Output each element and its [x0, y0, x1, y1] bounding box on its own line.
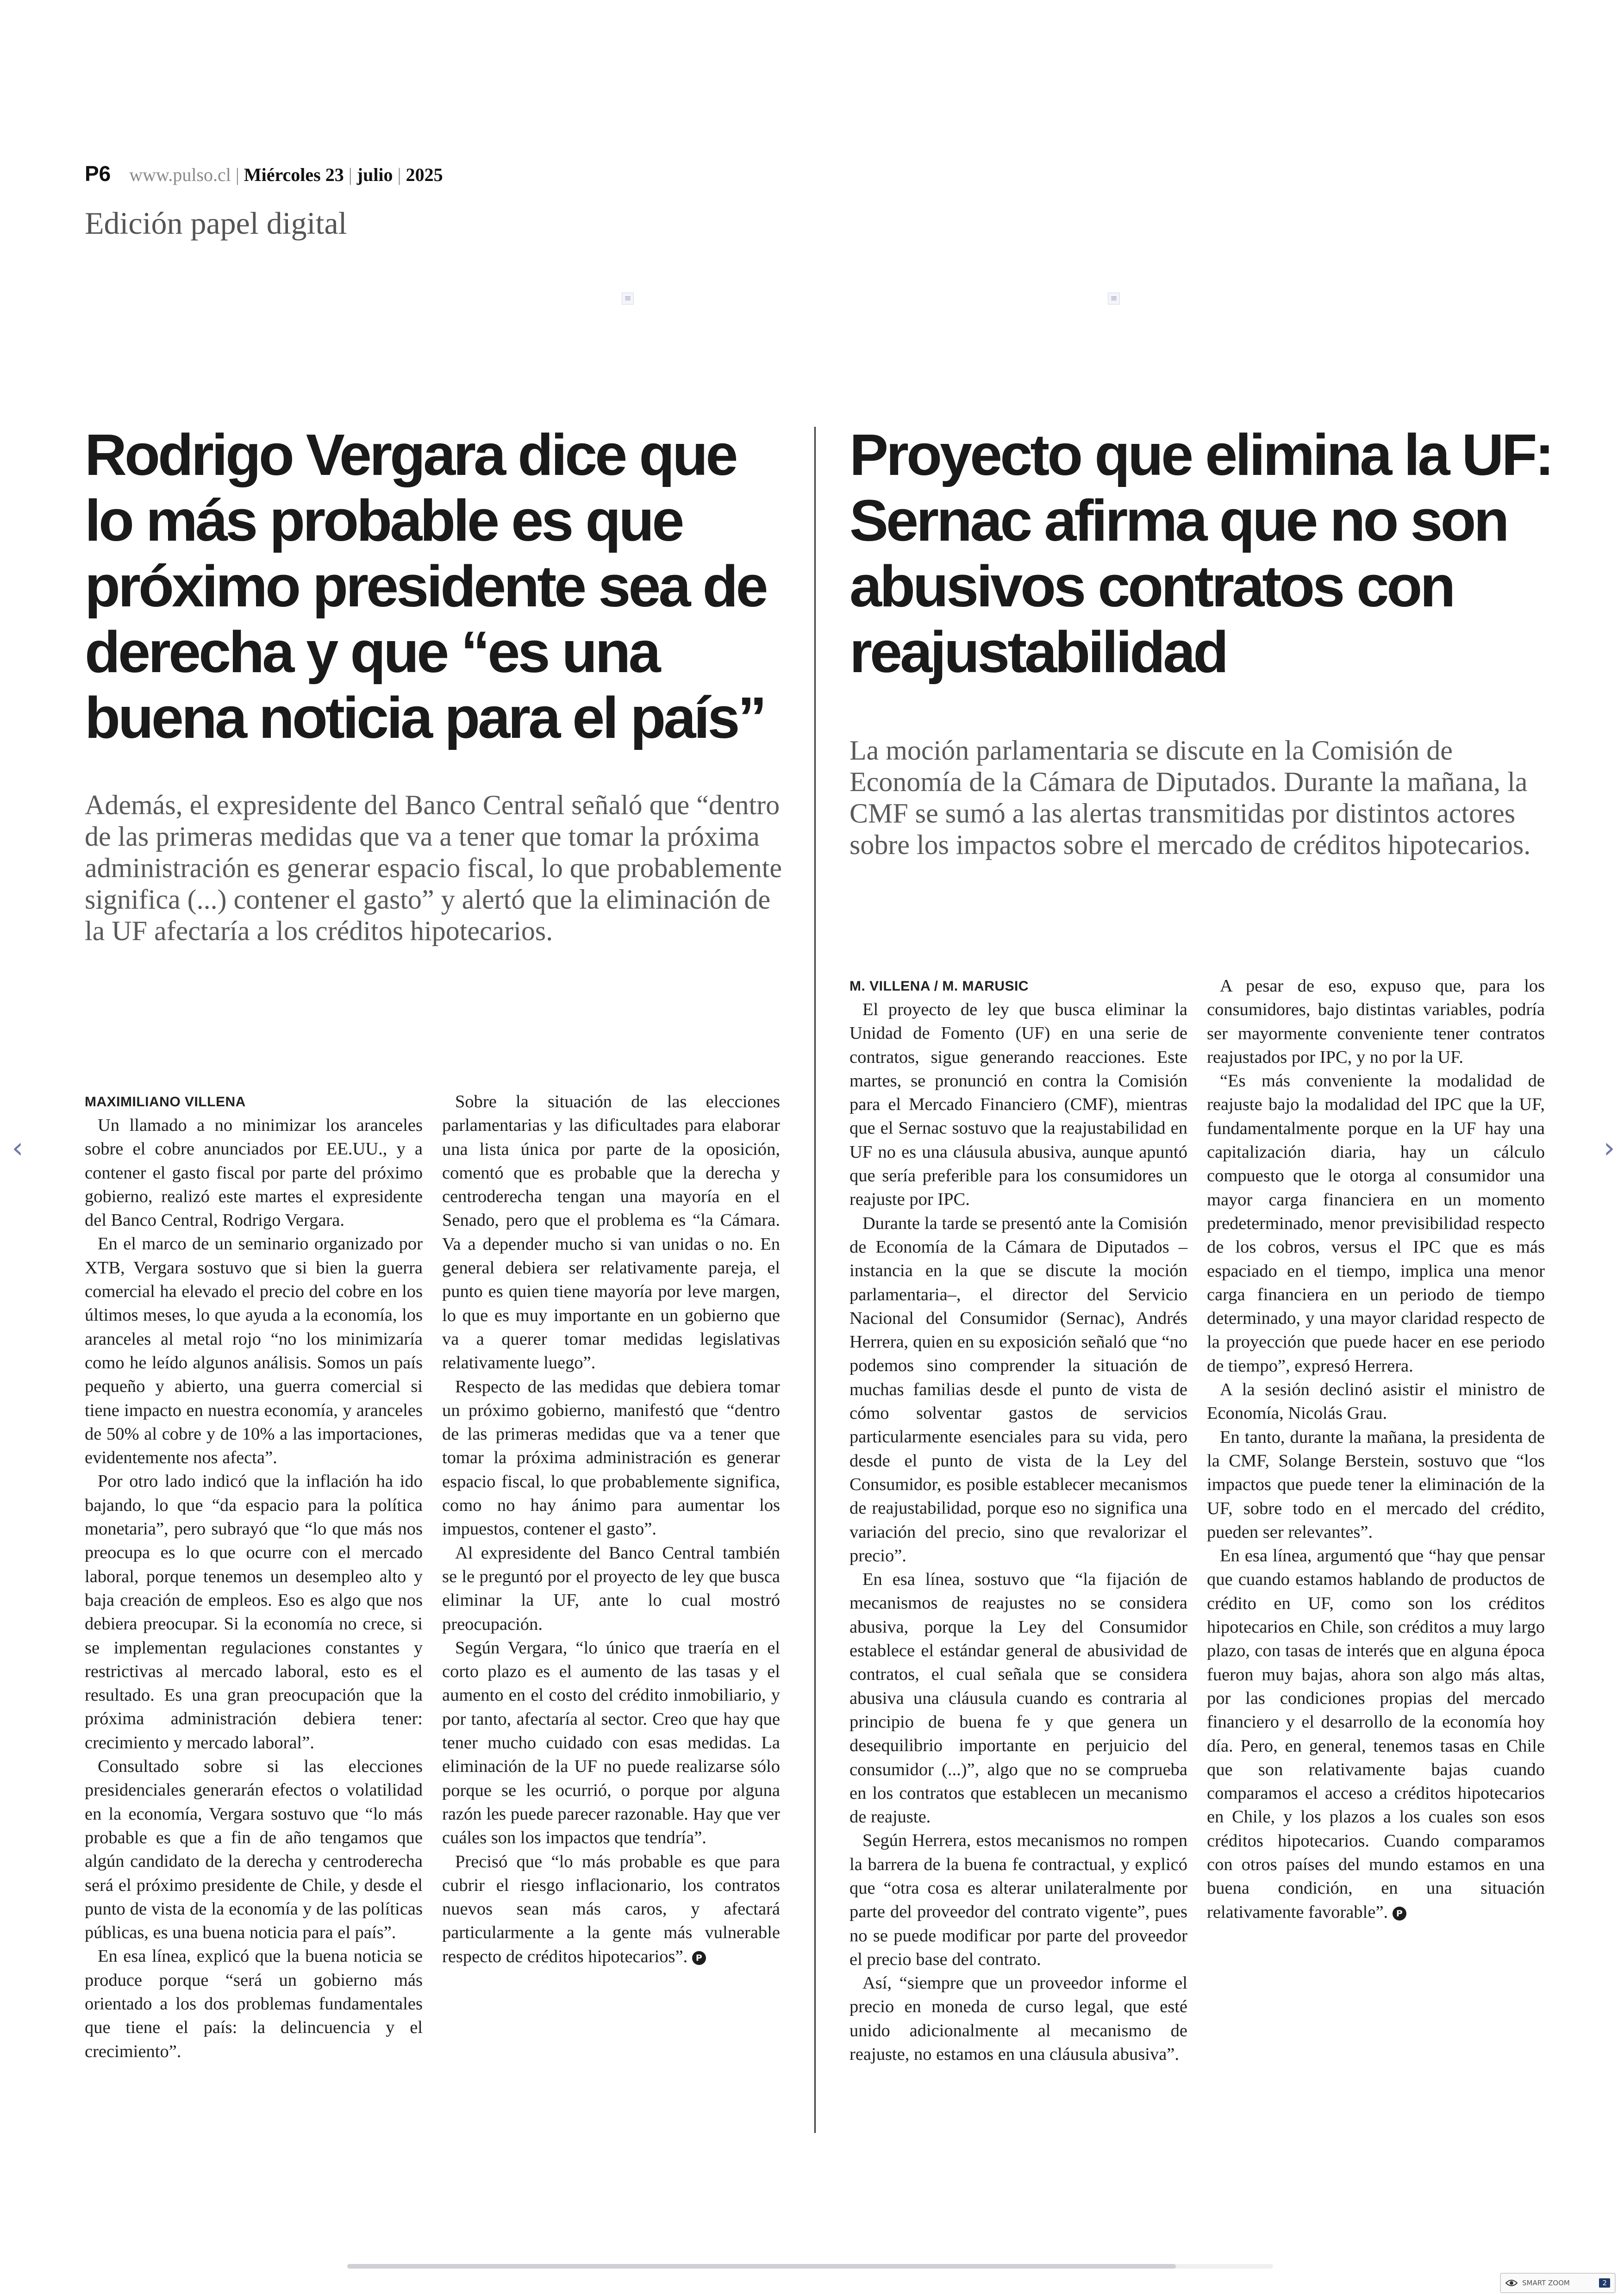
byline-left: MAXIMILIANO VILLENA — [85, 1094, 246, 1110]
headline-left: Rodrigo Vergara dice que lo más probable es que próximo presidente sea de derecha y que “es una buena noticia para el país” — [85, 422, 766, 750]
paragraph: Sobre la situación de las elecciones parlamentarias y las dificultades para elaborar una lista única por parte de la oposición, comentó que es probable que la derecha y centroderecha tengan una mayoría en el Senado, pero que el problema es “la Cámara. Va a depender mucho si van unidas o no. En general debiera ser relativamente pareja, el punto es quien tiene mayoría por leve margen, lo que es muy importante en un gobierno que va a querer tomar medidas legislativas relativamente luego”. — [442, 1092, 780, 1373]
page-header — [85, 161, 443, 186]
article-left-column-2 — [442, 1090, 780, 1969]
smart-zoom-button[interactable] — [1500, 2273, 1616, 2293]
paragraph: En tanto, durante la mañana, la presidenta de la CMF, Solange Berstein, sostuvo que “los impactos que puede tener la eliminación de la UF, sobre todo en el mercado del crédito, pueden ser relevantes”. — [1207, 1427, 1545, 1542]
end-mark-icon: P — [1393, 1907, 1406, 1921]
separator: | — [348, 164, 352, 185]
paragraph: Según Vergara, “lo único que traería en el corto plazo es el aumento de las tasas y el aumento en el costo del crédito inmobiliario, y por tanto, afectaría al sector. Creo que hay que tener mucho cuidado con esas medidas. La eliminación de la UF no puede realizarse sólo porque se les ocurrió, o porque por alguna razón les puede parecer razonable. Hay que ver cuáles son los impactos que tendría”. — [442, 1638, 780, 1848]
paragraph-last — [442, 1850, 780, 1969]
headline-right: Proyecto que elimina la UF: Sernac afirma que no son abusivos contratos con reajustabilidad — [849, 422, 1552, 685]
paragraph-text: En esa línea, argumentó que “hay que pensar que cuando estamos hablando de productos de crédito en UF, como son los créditos hipotecarios en Chile, son créditos a muy largo plazo, con tasas de interés que en alguna época fueron muy bajas, ahora son algo más altas, por las condiciones propias del mercado financiero y el desarrollo de la economía hoy día. Pero, en general, tenemos tasas en Chile que son relativamente bajas cuando comparamos el acceso a créditos hipotecarios en Chile, y los plazos a los cuales son esos créditos hipotecarios. Cuando comparamos con otros países del mundo estamos en una buena condición, en una situación relativamente favorable”. — [1207, 1546, 1545, 1922]
smart-zoom-label: SMART ZOOM — [1522, 2279, 1570, 2287]
chevron-left-icon[interactable]: ‹ — [12, 1131, 24, 1165]
byline-right: M. VILLENA / M. MARUSIC — [849, 979, 1029, 994]
paragraph: En el marco de un seminario organizado por XTB, Vergara sostuvo que si bien la guerra comercial ha elevado el precio del cobre en los últimos meses, lo que ayuda a la economía, los aranceles al metal rojo “no los minimizaría como he leído algunos análisis. Somos un país pequeño y abierto, una guerra comercial si tiene impacto en nuestra economía, y aranceles de 50% al cobre y de 10% a las importaciones, evidentemente nos afecta”. — [85, 1234, 423, 1468]
paragraph: A la sesión declinó asistir el ministro de Economía, Nicolás Grau. — [1207, 1380, 1545, 1423]
separator: | — [397, 164, 401, 185]
scrollbar-thumb[interactable] — [347, 2264, 1176, 2269]
paragraph: El proyecto de ley que busca eliminar la Unidad de Fomento (UF) en una serie de contratos, sigue generando reacciones. Este martes, se pronunció en contra la Comisión para el Mercado Financiero (CMF), mientras que el Sernac sostuvo que la reajustabilidad en UF no es una cláusula abusiva, aunque apuntó que sería preferible para los consumidores un reajuste por IPC. — [849, 1000, 1187, 1210]
article-left-column-1 — [85, 1090, 423, 2064]
paragraph: Respecto de las medidas que debiera tomar un próximo gobierno, manifestó que “dentro de las primeras medidas que va a tener que tomar la próxima administración es generar espacio fiscal, lo que probablemente significa, como no hay ánimo para aumentar los impuestos, contener el gasto”. — [442, 1377, 780, 1539]
paragraph: Por otro lado indicó que la inflación ha ido bajando, lo que “da espacio para la política monetaria”, pero subrayó que “lo que más nos preocupa es lo que ocurre con el mercado laboral, porque tenemos un desempleo alto y baja creación de empleos. Eso es algo que nos debiera preocupar. Si la economía no crece, si se implementan regulaciones constantes y restrictivas al mercado laboral, esto es el resultado. Es una gran preocupación que la próxima administración debiera tener: crecimiento y mercado laboral”. — [85, 1472, 423, 1752]
paragraph: Al expresidente del Banco Central también se le preguntó por el proyecto de ley que busca eliminar la UF, ante lo cual mostró preocupación. — [442, 1543, 780, 1634]
ad-marker-icon[interactable]: ≡ — [1108, 293, 1120, 305]
zoom-count-badge: 2 — [1599, 2278, 1610, 2288]
paragraph: En esa línea, sostuvo que “la fijación de mecanismos de reajustes no se considera abusiva, porque la Ley del Consumidor establece el estándar general de abusividad de contratos, el cual señala que se considera abusiva una cláusula cuando es contraria al principio de buena fe y que genera un desequilibrio importante en perjuicio del consumidor (...)”, algo que no se comprueba en los contratos que establecen un mecanismo de reajuste. — [849, 1570, 1187, 1827]
paragraph: En esa línea, explicó que la buena noticia se produce porque “será un gobierno más orientado a los dos problemas fundamentales que tiene el país: la delincuencia y el crecimiento”. — [85, 1946, 423, 2061]
deck-left: Además, el expresidente del Banco Central señaló que “dentro de las primeras medidas que va a tener que tomar la próxima administración es generar espacio fiscal, lo que probablemente significa (...) contener el gasto” y alertó que la eliminación de la UF afectaría a los créditos hipotecarios. — [85, 790, 782, 946]
paragraph: Consultado sobre si las elecciones presidenciales generarán efectos o volatilidad en la economía, Vergara sostuvo que “lo más probable es que a fin de año tengamos que algún candidato de la derecha y centroderecha será el próximo presidente de Chile, y desde el punto de vista de la economía y de las políticas públicas, es una buena noticia para el país”. — [85, 1757, 423, 1943]
page-number: P6 — [85, 162, 111, 186]
eye-icon — [1505, 2279, 1518, 2287]
paragraph: Un llamado a no minimizar los aranceles sobre el cobre anunciados por EE.UU., y a contener el gasto fiscal por parte del próximo gobierno, realizó este martes el expresidente del Banco Central, Rodrigo Vergara. — [85, 1116, 423, 1230]
chevron-right-icon[interactable]: › — [1603, 1131, 1615, 1165]
paragraph: A pesar de eso, expuso que, para los consumidores, bajo distintas variables, podría ser mayormente conveniente tener contratos reajustados por IPC, y no por la UF. — [1207, 976, 1545, 1067]
article-right-column-1 — [849, 974, 1187, 2066]
separator: | — [235, 164, 239, 185]
date-month: julio — [356, 164, 393, 185]
paragraph: Durante la tarde se presentó ante la Comisión de Economía de la Cámara de Diputados –instancia en la que se discute la moción parlamentaria–, el director del Servicio Nacional del Consumidor (Sernac), Andrés Herrera, quien en su exposición señaló que “no podemos sino comprender la situación de muchas familias desde el punto de vista de cómo solventar gastos de servicios particularmente esenciales para su vida, pero desde el punto de vista de la Ley del Consumidor, es posible establecer mecanismos de reajustabilidad, porque eso no significa una variación del precio, sino que revalorizar el precio”. — [849, 1213, 1187, 1565]
article-right-column-2 — [1207, 974, 1545, 1924]
edition-label: Edición papel digital — [85, 206, 347, 241]
deck-right: La moción parlamentaria se discute en la Comisión de Economía de la Cámara de Diputados. Durante la mañana, la CMF se sumó a las alertas transmitidas por distintos actores sobre los impactos sobre el mercado de créditos hipotecarios. — [849, 735, 1531, 860]
site-url: www.pulso.cl — [129, 164, 231, 185]
paragraph: “Es más conveniente la modalidad de reajuste bajo la modalidad del IPC que la UF, fundamentalmente porque en la UF hay una capitalización diaria, hay un cálculo compuesto que le otorga al consumidor una mayor carga financiera en un momento predeterminado, menor previsibilidad respecto de los cobros, versus el IPC que es más espaciado en el tiempo, implica una menor carga financiera en un periodo de tiempo determinado, y una mayor claridad respecto de la proyección que puede hacer en ese periodo de tiempo”, expresó Herrera. — [1207, 1071, 1545, 1376]
paragraph-text: Precisó que “lo más probable es que para cubrir el riesgo inflacionario, los contratos nuevos sean más caros, y afectará particularmente a la gente más vulnerable respecto de créditos hipotecarios”. — [442, 1852, 780, 1966]
end-mark-icon: P — [692, 1951, 706, 1965]
paragraph: Así, “siempre que un proveedor informe el precio en moneda de curso legal, que esté unido adicionalmente al mecanismo de reajuste, no estamos en una cláusula abusiva”. — [849, 1973, 1187, 2064]
paragraph: Según Herrera, estos mecanismos no rompen la barrera de la buena fe contractual, y explicó que “otra cosa es alterar unilateralmente por parte del proveedor del contrato vigente”, pues no se puede modificar por parte del proveedor el precio base del contrato. — [849, 1831, 1187, 1969]
column-divider — [814, 427, 816, 2133]
date-day: Miércoles 23 — [244, 164, 344, 185]
date-year: 2025 — [406, 164, 443, 185]
paragraph-last — [1207, 1544, 1545, 1924]
ad-marker-icon[interactable]: ≡ — [622, 293, 634, 305]
